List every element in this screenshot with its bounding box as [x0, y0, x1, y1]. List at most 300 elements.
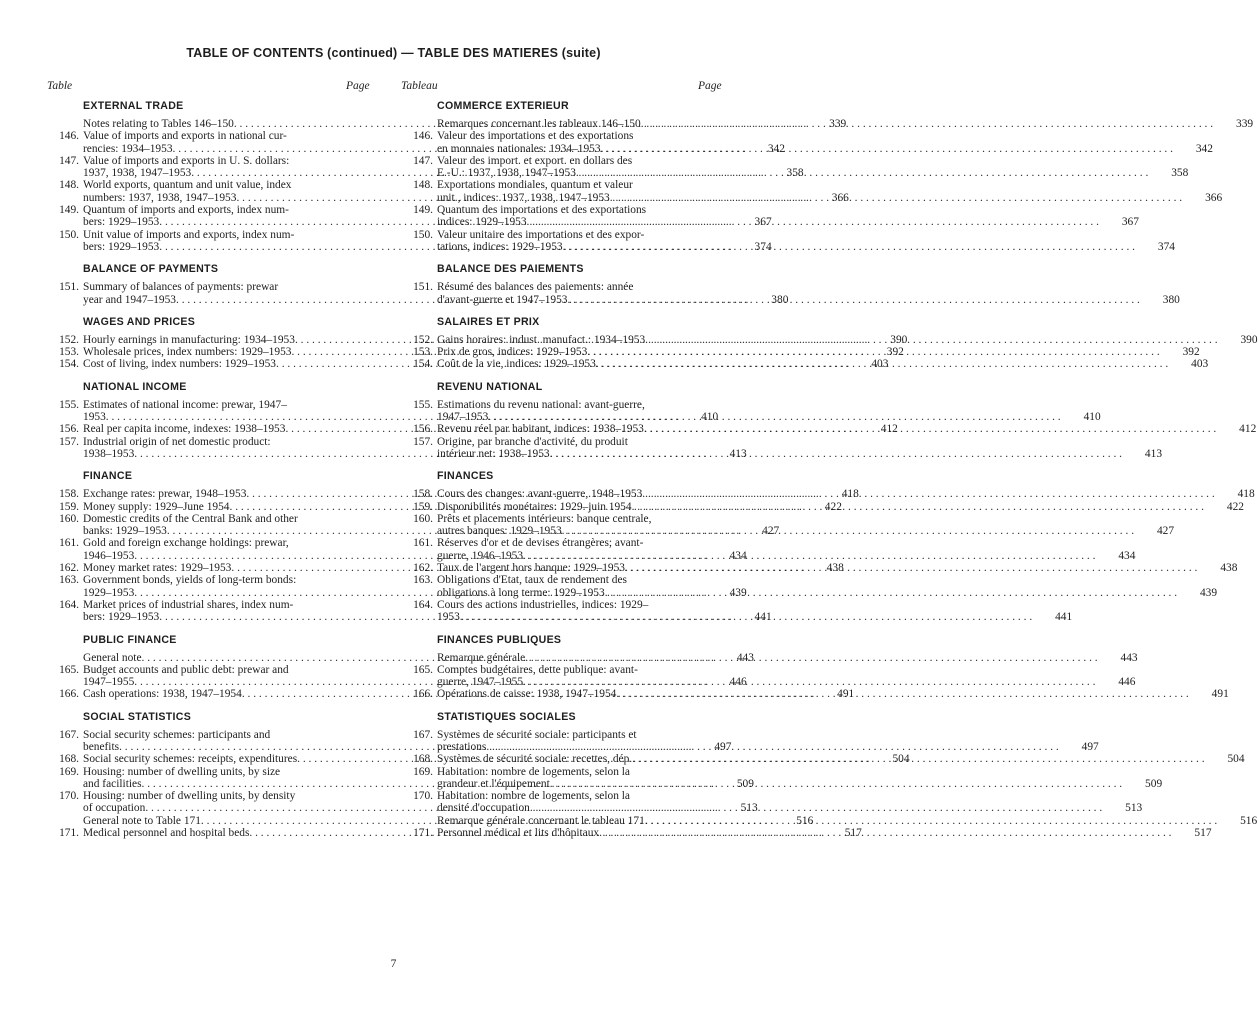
entry-line	[437, 537, 1095, 549]
table-number: 150.	[413, 228, 433, 241]
toc-entry[interactable]	[401, 537, 1136, 562]
table-number: 158.	[59, 488, 79, 501]
entry-description	[437, 346, 1160, 358]
page-ref: 392	[1182, 346, 1200, 359]
entry-text: 1946–1953	[83, 549, 135, 562]
page-ref: 439	[1199, 586, 1218, 599]
section-title: STATISTIQUES SOCIALES	[437, 710, 576, 723]
toc-section	[401, 263, 1180, 306]
dot-leader	[605, 587, 1177, 599]
entry-text: Remarque générale concernant le tableau 171	[437, 814, 645, 827]
entry-text: Remarque générale	[437, 651, 526, 664]
entry-text: Comptes budgétaires, dette publique: avant-	[437, 663, 638, 676]
table-number: 147.	[59, 154, 79, 167]
entry-text: numbers: 1937, 1938, 1947–1953	[83, 191, 237, 204]
entry-text: Taux de l'argent hors banque: 1929–1953	[437, 562, 626, 575]
page-ref: 367	[754, 216, 772, 229]
entry-text: General note	[83, 651, 142, 664]
entry-text: Opérations de caisse: 1938, 1947–1954	[437, 688, 617, 701]
entry-text: 1929–1953	[83, 586, 135, 599]
dot-leader	[599, 827, 1171, 839]
entry-description	[437, 790, 1102, 815]
table-number: 157.	[413, 435, 433, 448]
page-column-header-fr: Page	[698, 80, 722, 92]
table-number: 148.	[59, 179, 79, 192]
page-ref: 366	[831, 191, 849, 204]
entry-text: unit., indices: 1937, 1938, 1947–1953	[437, 191, 610, 204]
page-ref: 504	[892, 753, 910, 766]
entry-text: Disponibilités monétaires: 1929–juin 1954	[437, 500, 632, 513]
toc-entry[interactable]	[401, 512, 1175, 538]
entry-text: Real per capita income, indexes: 1938–1953	[83, 423, 286, 436]
table-number: 161.	[413, 537, 433, 550]
entry-text: Estimates of national income: prewar, 1947–	[83, 398, 287, 411]
entry-text: rencies: 1934–1953	[83, 142, 173, 155]
entry-text: Systèmes de sécurité sociale: participants et	[437, 728, 637, 741]
entry-text: Market prices of industrial shares, index num-	[83, 598, 294, 611]
section-title: FINANCE	[83, 470, 133, 483]
entry-text: Value of imports and exports in national cur-	[83, 130, 287, 143]
entry-description	[437, 815, 1217, 827]
toc-entry[interactable]	[401, 435, 1163, 461]
page-ref: 412	[880, 423, 898, 436]
table-number: 154.	[413, 358, 433, 371]
entry-description	[437, 753, 1205, 765]
dot-leader	[563, 241, 1135, 253]
table-number: 166.	[413, 688, 433, 701]
toc-entry[interactable]	[401, 574, 1218, 599]
entry-line	[437, 676, 1095, 688]
entry-description	[437, 488, 1215, 500]
table-number: 163.	[59, 574, 79, 587]
entry-text: Money market rates: 1929–1953	[83, 562, 232, 575]
entry-text: Résumé des balances des paiements: année	[437, 281, 634, 294]
table-number: 164.	[59, 598, 79, 611]
table-number: 149.	[413, 204, 433, 217]
table-number: 153.	[413, 346, 433, 359]
toc-entry[interactable]	[401, 228, 1175, 254]
page-ref: 380	[1162, 293, 1180, 306]
toc-entry[interactable]	[401, 728, 1099, 754]
dot-leader	[523, 550, 1095, 562]
table-number: 158.	[413, 488, 433, 501]
dot-leader	[576, 167, 1148, 179]
entry-text: Quantum of imports and exports, index num-	[83, 204, 289, 217]
table-number: 167.	[59, 728, 79, 741]
entry-text: Wholesale prices, index numbers: 1929–1953	[83, 346, 292, 359]
entry-line	[437, 562, 1197, 574]
page-ref: 497	[714, 740, 732, 753]
entry-text: Social security schemes: receipts, expenditures	[83, 753, 298, 766]
toc-entry[interactable]	[401, 281, 1180, 306]
entry-line	[437, 448, 1122, 460]
page-ref: 339	[829, 118, 847, 130]
section-title: EXTERNAL TRADE	[83, 100, 184, 112]
toc-entry[interactable]	[401, 598, 1073, 624]
page-number: 7	[390, 958, 397, 970]
entry-line	[437, 827, 1172, 839]
entry-text: Origine, par branche d'activité, du produit	[437, 435, 628, 448]
dot-leader	[530, 802, 1102, 814]
toc-entry[interactable]	[401, 814, 1258, 827]
section-title: FINANCES	[437, 470, 494, 483]
page-ref: 342	[1195, 142, 1213, 155]
entry-line	[437, 155, 1148, 167]
entry-description	[437, 537, 1095, 562]
entry-description	[437, 179, 1182, 204]
table-number: 171.	[413, 827, 433, 840]
toc-entry[interactable]	[401, 179, 1223, 204]
table-number: 153.	[59, 346, 79, 359]
page-ref: 374	[754, 240, 772, 253]
page-ref: 427	[762, 525, 780, 538]
dot-leader	[525, 652, 1097, 664]
page-ref: 403	[1191, 358, 1209, 371]
page-ref: 366	[1205, 191, 1223, 204]
toc-entry[interactable]	[401, 358, 1209, 371]
entry-text: Housing: number of dwelling units, by density	[83, 790, 296, 803]
dot-leader	[625, 562, 1197, 574]
toc-entry[interactable]	[401, 790, 1143, 815]
page-ref: 410	[701, 411, 719, 424]
entry-text: Industrial origin of net domestic product:	[83, 435, 271, 448]
entry-text: Estimations du revenu national: avant-guerre,	[437, 398, 645, 411]
entry-text: year and 1947–1953	[83, 293, 176, 306]
section-title: FINANCES PUBLIQUES	[437, 633, 562, 646]
page-ref: 380	[771, 293, 789, 306]
entry-line	[437, 179, 1182, 191]
dot-leader	[562, 525, 1134, 537]
page-ref: 438	[1220, 562, 1238, 575]
entry-text: Remarques concernant les tableaux 146–150	[437, 118, 641, 130]
toc-section	[401, 100, 1254, 253]
entry-text: Cours des actions industrielles, indices: 1929–	[437, 598, 649, 611]
entry-text: 1947–1955	[83, 676, 135, 689]
page-ref: 418	[841, 488, 859, 501]
entry-line	[437, 729, 1059, 741]
entry-line	[437, 411, 1061, 423]
entry-text: Exchange rates: prewar, 1948–1953	[83, 488, 247, 501]
entry-text: grandeur et l'équipement	[437, 777, 550, 790]
entry-line	[437, 346, 1160, 358]
french-contents-column	[401, 100, 1258, 849]
toc-entry[interactable]	[401, 130, 1213, 155]
entry-line	[437, 334, 1218, 346]
toc-entry[interactable]	[401, 398, 1101, 424]
page-ref: 441	[1055, 611, 1073, 624]
entry-line	[437, 399, 1061, 411]
dot-leader	[632, 501, 1204, 513]
page-ref: 516	[1240, 814, 1258, 827]
entry-line	[437, 229, 1135, 241]
entry-text: tations, indices: 1929–1953	[437, 240, 563, 253]
toc-section	[401, 633, 1229, 701]
page-ref: 439	[729, 586, 747, 599]
entry-line	[437, 815, 1217, 827]
table-number: 163.	[413, 574, 433, 587]
dot-leader	[596, 358, 1168, 370]
entry-description	[437, 664, 1095, 689]
toc-section	[401, 470, 1255, 624]
entry-line	[437, 778, 1122, 790]
entry-text: Exportations mondiales, quantum et valeur	[437, 179, 633, 192]
dot-leader	[486, 741, 1058, 753]
page-ref: 504	[1227, 753, 1245, 766]
entry-line	[437, 753, 1205, 765]
dot-leader	[550, 778, 1122, 790]
page-ref: 491	[837, 688, 855, 701]
table-number: 146.	[59, 130, 79, 143]
entry-text: guerre, 1947–1955	[437, 676, 524, 689]
toc-section	[401, 315, 1258, 371]
entry-text: Gold and foreign exchange holdings: prewar,	[83, 537, 289, 550]
dot-leader	[523, 676, 1095, 688]
page-ref: 441	[754, 611, 772, 624]
toc-entry[interactable]	[401, 562, 1238, 575]
entry-line	[437, 802, 1102, 814]
entry-text: 1937, 1938, 1947–1953	[83, 167, 192, 180]
entry-text: Notes relating to Tables 146–150	[83, 118, 234, 130]
entry-line	[437, 599, 1032, 611]
toc-entry[interactable]	[401, 346, 1200, 359]
section-title: SOCIAL STATISTICS	[83, 710, 192, 723]
entry-text: Cash operations: 1938, 1947–1954	[83, 688, 242, 701]
entry-description	[437, 766, 1122, 791]
entry-line	[437, 652, 1098, 664]
entry-line	[437, 423, 1216, 435]
entry-text: Prix de gros, indices: 1929–1953	[437, 346, 588, 359]
entry-description	[437, 599, 1032, 624]
page-ref: 517	[844, 827, 862, 840]
entry-line	[437, 790, 1102, 802]
table-number: 155.	[413, 398, 433, 411]
toc-entry[interactable]	[401, 488, 1255, 501]
entry-text: Prêts et placements intérieurs: banque centrale,	[437, 512, 652, 525]
section-title: SALAIRES ET PRIX	[437, 315, 540, 328]
table-number: 170.	[413, 790, 433, 803]
table-number: 164.	[413, 598, 433, 611]
table-number: 166.	[59, 688, 79, 701]
tableau-column-header: Tableau	[401, 80, 438, 92]
page-column-header: Page	[346, 80, 370, 92]
page-ref: 412	[1239, 423, 1257, 436]
entry-text: densité d'occupation	[437, 802, 530, 815]
table-number: 171.	[59, 827, 79, 840]
entry-text: 1953	[83, 411, 106, 424]
toc-entry[interactable]	[401, 688, 1229, 701]
page-title: TABLE OF CONTENTS (continued) — TABLE DES MATIERES (suite)	[186, 46, 601, 60]
page-ref: 413	[1144, 447, 1163, 460]
entry-text: Value of imports and exports in U. S. dollars:	[83, 154, 290, 167]
page-ref: 509	[1145, 777, 1163, 790]
page-ref: 446	[729, 676, 747, 689]
entry-text: intérieur net: 1938–1953	[437, 447, 550, 460]
entry-line	[437, 574, 1177, 586]
entry-line	[437, 488, 1215, 500]
table-number: 168.	[413, 753, 433, 766]
entry-line	[437, 550, 1095, 562]
page-ref: 413	[729, 447, 747, 460]
entry-description	[437, 501, 1204, 513]
entry-text: benefits	[83, 740, 120, 753]
entry-line	[437, 766, 1122, 778]
entry-text: Budget accounts and public debt: prewar and	[83, 663, 289, 676]
entry-text: Obligations d'Etat, taux de rendement des	[437, 574, 627, 587]
toc-entry[interactable]	[401, 753, 1245, 766]
page-ref: 516	[796, 814, 814, 827]
entry-text: Medical personnel and hospital beds	[83, 827, 250, 840]
entry-text: bers: 1929–1953	[83, 611, 160, 624]
entry-text: indices: 1929–1953	[437, 216, 527, 229]
section-title: NATIONAL INCOME	[83, 380, 187, 393]
entry-text: Systèmes de sécurité sociale: recettes, dép.	[437, 753, 633, 766]
page-ref: 358	[1171, 167, 1189, 180]
entry-line	[437, 281, 1140, 293]
toc-entry[interactable]	[401, 827, 1212, 840]
dot-leader	[616, 688, 1188, 700]
page-ref: 434	[729, 549, 747, 562]
toc-entry[interactable]	[401, 204, 1139, 229]
page-ref: 390	[890, 333, 908, 346]
page-ref: 509	[736, 777, 754, 790]
table-number: 155.	[59, 398, 79, 411]
entry-text: 1947–1953	[437, 411, 489, 424]
entry-line	[437, 436, 1122, 448]
page-ref: 427	[1156, 525, 1175, 538]
page-ref: 339	[1236, 118, 1254, 130]
entry-text: Gains horaires: indust. manufact.: 1934–1953	[437, 333, 646, 346]
toc-entry[interactable]	[401, 765, 1163, 791]
entry-line	[437, 204, 1099, 216]
table-number: 152.	[59, 333, 79, 346]
table-number: 160.	[413, 512, 433, 525]
dot-leader	[644, 423, 1216, 435]
dot-leader	[632, 753, 1204, 765]
entry-line	[437, 294, 1140, 306]
entry-text: Money supply: 1929–June 1954	[83, 500, 230, 513]
table-number: 162.	[59, 562, 79, 575]
page-ref: 443	[1120, 651, 1138, 664]
entry-text: of occupation	[83, 802, 146, 815]
table-number: 165.	[413, 663, 433, 676]
toc-entry[interactable]	[401, 663, 1136, 689]
toc-entry[interactable]	[401, 423, 1257, 436]
toc-entry[interactable]	[401, 651, 1138, 664]
dot-leader	[527, 216, 1099, 228]
table-number: 146.	[413, 130, 433, 143]
entry-text: Valeur unitaire des importations et des expor-	[437, 228, 645, 241]
entry-text: autres banques: 1929–1953	[437, 525, 562, 538]
entry-line	[437, 241, 1135, 253]
table-number: 169.	[59, 765, 79, 778]
table-number: 156.	[413, 423, 433, 436]
dot-leader	[550, 448, 1122, 460]
entry-description	[437, 562, 1197, 574]
table-number: 148.	[413, 179, 433, 192]
page-ref: 513	[1125, 802, 1143, 815]
page-ref: 422	[824, 500, 842, 513]
entry-description	[437, 358, 1168, 370]
entry-description	[437, 729, 1059, 754]
section-title: BALANCE DES PAIEMENTS	[437, 263, 584, 276]
entry-description	[437, 334, 1218, 346]
entry-text: en monnaies nationales: 1934–1953	[437, 142, 601, 155]
entry-description	[437, 436, 1122, 461]
entry-line	[437, 130, 1173, 142]
table-number: 165.	[59, 663, 79, 676]
entry-line	[437, 525, 1134, 537]
entry-text: Habitation: nombre de logements, selon la	[437, 765, 630, 778]
dot-leader	[642, 488, 1214, 500]
page-ref: 367	[1121, 216, 1139, 229]
dot-leader	[645, 334, 1217, 346]
toc-entry[interactable]	[401, 333, 1258, 346]
entry-line	[437, 513, 1134, 525]
section-title: WAGES AND PRICES	[83, 315, 196, 328]
entry-text: d'avant-guerre et 1947–1953	[437, 293, 568, 306]
table-number: 159.	[59, 500, 79, 513]
entry-line	[437, 688, 1189, 700]
table-number: 169.	[413, 765, 433, 778]
table-number: 161.	[59, 537, 79, 550]
page-ref: 410	[1083, 411, 1101, 424]
toc-entry[interactable]	[401, 500, 1244, 513]
entry-text: 1953	[437, 611, 460, 624]
entry-line	[437, 501, 1204, 513]
entry-description	[437, 204, 1099, 229]
section-title: COMMERCE EXTERIEUR	[437, 100, 569, 112]
entry-text: and facilities	[83, 777, 142, 790]
entry-text: E.-U.: 1937, 1938, 1947–1953	[437, 167, 576, 180]
entry-text: guerre, 1946–1953	[437, 549, 524, 562]
table-number: 151.	[59, 281, 79, 294]
table-number: 149.	[59, 204, 79, 217]
table-number: 156.	[59, 423, 79, 436]
dot-leader	[460, 611, 1032, 623]
entry-text: Cours des changes: avant-guerre, 1948–1953	[437, 488, 643, 501]
table-number: 159.	[413, 500, 433, 513]
entry-line	[437, 587, 1177, 599]
page-ref: 517	[1194, 827, 1212, 840]
table-number: 157.	[59, 435, 79, 448]
toc-entry[interactable]	[401, 154, 1189, 180]
entry-text: Quantum des importations et des exportations	[437, 204, 647, 217]
table-number: 168.	[59, 753, 79, 766]
toc-section	[401, 380, 1257, 460]
entry-line	[437, 611, 1032, 623]
entry-text: Hourly earnings in manufacturing: 1934–1953	[83, 333, 295, 346]
entry-description	[437, 652, 1098, 664]
entry-line	[437, 216, 1099, 228]
entry-text: Unit value of imports and exports, index num-	[83, 228, 295, 241]
page-ref: 513	[740, 802, 758, 815]
dot-leader	[587, 346, 1159, 358]
toc-section	[401, 710, 1258, 840]
entry-text: Domestic credits of the Central Bank and other	[83, 512, 298, 525]
dot-leader	[567, 294, 1139, 306]
page-ref: 446	[1118, 676, 1136, 689]
table-number: 154.	[59, 358, 79, 371]
entry-description	[437, 399, 1061, 424]
page-ref: 434	[1118, 549, 1136, 562]
toc-entry[interactable]	[401, 118, 1254, 130]
section-title: BALANCE OF PAYMENTS	[83, 263, 219, 276]
entry-line	[437, 664, 1095, 676]
entry-line	[437, 143, 1173, 155]
entry-text: Summary of balances of payments: prewar	[83, 281, 279, 294]
entry-text: bers: 1929–1953	[83, 240, 160, 253]
dot-leader	[641, 118, 1213, 130]
